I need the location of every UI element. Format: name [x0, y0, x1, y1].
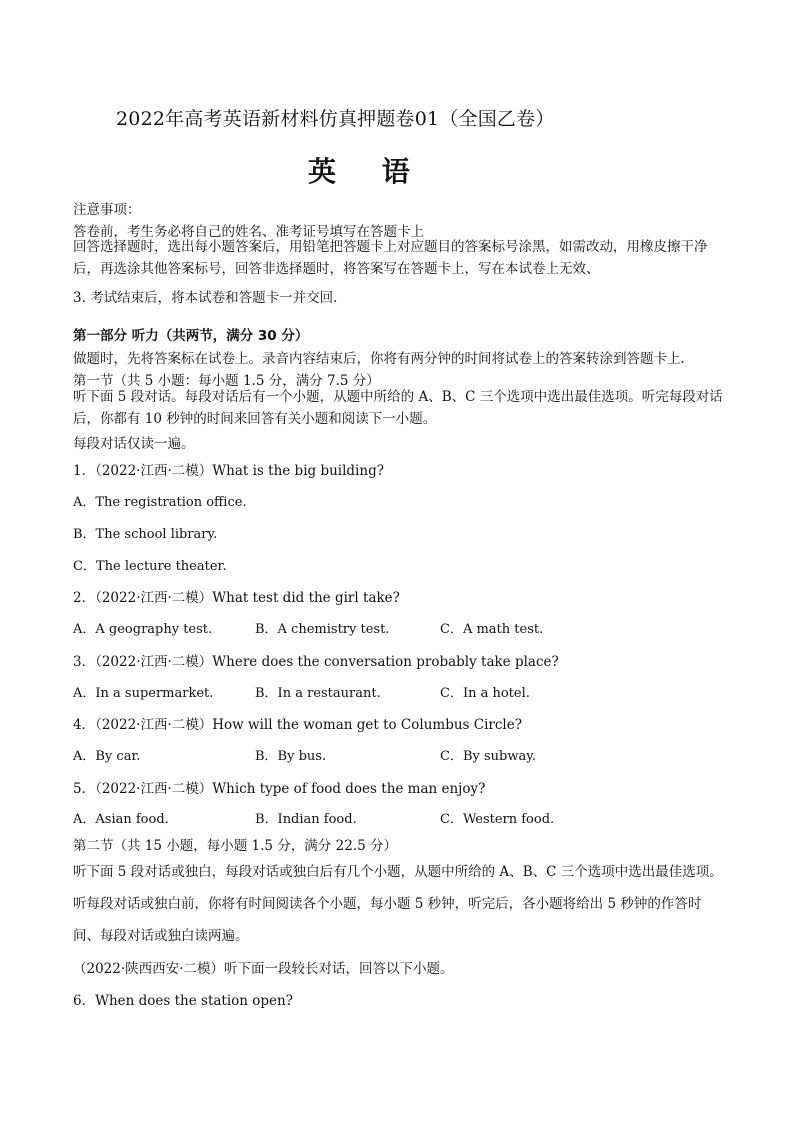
option-c: C．In a hotel. — [440, 686, 530, 701]
subject-title: 英 语 — [308, 155, 428, 188]
part1-intro: 做题时，先将答案标在试卷上。录音内容结束后，你将有两分钟的时间将试卷上的答案转涂到答题卡上. — [73, 351, 685, 367]
section1-instructions: 听下面 5 段对话。每段对话后有一个小题，从题中所给的 A、B、C 三个选项中选出最佳选项。听完每段对话后，你都有 10 秒钟的时间来回答有关小题和阅读下一小题。 — [73, 389, 723, 427]
option-b: B．The school library. — [73, 527, 218, 542]
notice-item: 3. 考试结束后，将本试卷和答题卡一并交回. — [73, 290, 338, 306]
section1-heading: 第一节（共 5 小题：每小题 1.5 分，满分 7.5 分） — [73, 373, 380, 389]
question-stem: 6．When does the station open? — [73, 993, 293, 1009]
notice-item: 回答选择题时，选出每小题答案后，用铅笔把答题卡上对应题目的答案标号涂黑，如需改动，用橡皮擦干净后，再选涂其他答案标号，回答非选择题时，将答案写在答题卡上，写在本试卷上无效、 — [73, 239, 708, 277]
option-a: A．By car. — [73, 749, 141, 764]
option-b: B．In a restaurant. — [255, 686, 381, 701]
question-stem: 5．（2022·江西·二模）Which type of food does the man enjoy? — [73, 781, 486, 797]
option-c: C．A math test. — [440, 622, 544, 637]
question-stem: 3．（2022·江西·二模）Where does the conversation probably take place? — [73, 654, 559, 670]
section1-note: 每段对话仅读一遍。 — [73, 436, 195, 452]
section2-heading: 第二节（共 15 小题，每小题 1.5 分，满分 22.5 分） — [73, 838, 397, 854]
notice-heading: 注意事项： — [73, 202, 141, 218]
part1-heading: 第一部分 听力（共两节，满分 30 分） — [73, 328, 309, 344]
option-b: B．By bus. — [255, 749, 327, 764]
option-a: A．A geography test. — [73, 622, 213, 637]
question-stem: 1．（2022·江西·二模）What is the big building? — [73, 463, 384, 479]
section2-instructions: 间、每段对话或独白读两遍。 — [73, 928, 249, 944]
option-c: C．Western food. — [440, 812, 555, 827]
option-b: B．A chemistry test. — [255, 622, 390, 637]
passage-source: （2022·陕西西安·二模）听下面一段较长对话，回答以下小题。 — [73, 961, 454, 977]
notice-item: 答卷前，考生务必将自己的姓名、准考证号填写在答题卡上 — [73, 224, 424, 240]
option-a: A．The registration office. — [73, 495, 247, 510]
section2-instructions: 听每段对话或独白前，你将有时间阅读各个小题，每小题 5 秒钟，听完后，各小题将给出 5 秒钟的作答时 — [73, 896, 702, 912]
option-a: A．In a supermarket. — [73, 686, 214, 701]
option-b: B．Indian food. — [255, 812, 357, 827]
document-title: 2022年高考英语新材料仿真押题卷01（全国乙卷） — [116, 108, 555, 130]
option-c: C．The lecture theater. — [73, 559, 227, 574]
option-c: C．By subway. — [440, 749, 536, 764]
option-a: A．Asian food. — [73, 812, 169, 827]
question-stem: 4．（2022·江西·二模）How will the woman get to Columbus Circle? — [73, 717, 522, 733]
question-stem: 2．（2022·江西·二模）What test did the girl take? — [73, 590, 400, 606]
section2-instructions: 听下面 5 段对话或独白，每段对话或独白后有几个小题，从题中所给的 A、B、C 三个选项中选出最佳选项。 — [73, 864, 723, 880]
